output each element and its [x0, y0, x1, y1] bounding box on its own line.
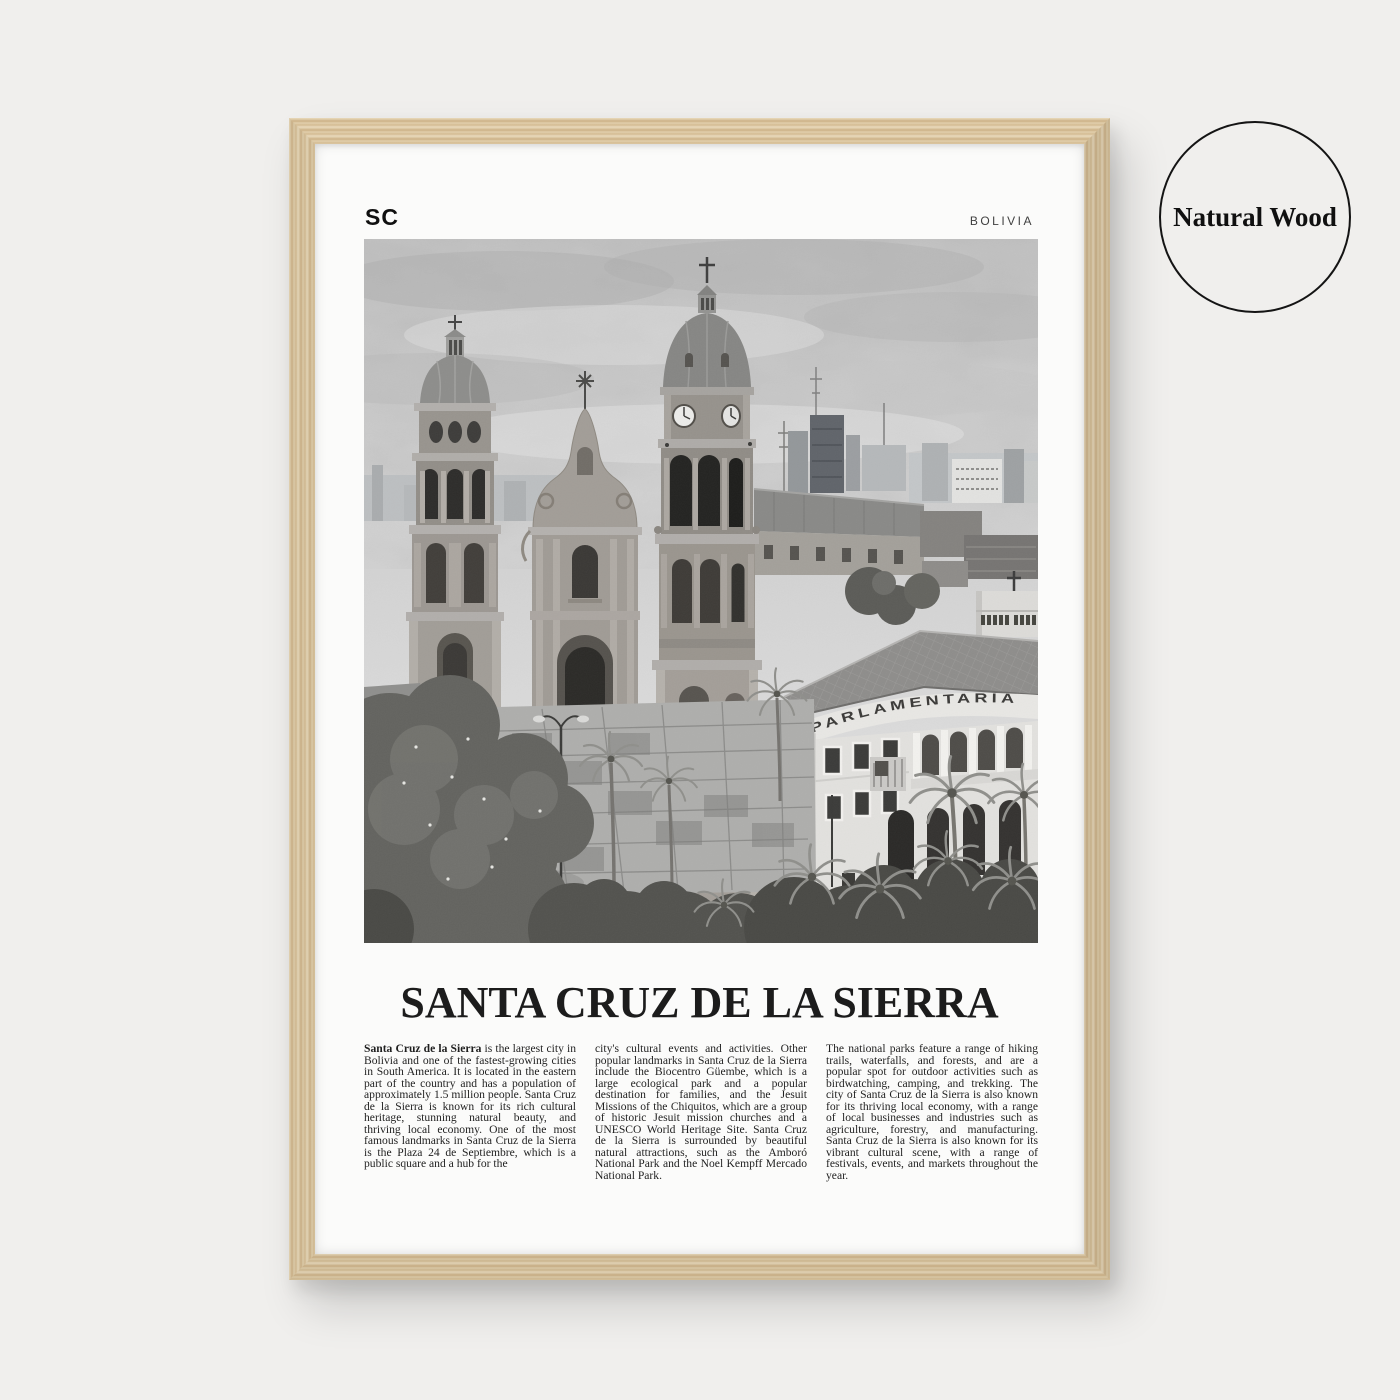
poster-title: SANTA CRUZ DE LA SIERRA	[400, 978, 999, 1027]
body-columns	[364, 1043, 1038, 1181]
body-lead: Santa Cruz de la Sierra	[364, 1042, 482, 1055]
natural-wood-badge	[1159, 121, 1351, 313]
photo-grain-overlay	[364, 239, 1038, 943]
poster-frame	[289, 118, 1110, 1280]
country-label: BOLIVIA	[969, 214, 1034, 228]
city-code: SC	[365, 204, 399, 230]
badge-label: Natural Wood	[1173, 201, 1337, 232]
body-col1-text: is the largest city in Bolivia and one of the fastest-growing cities in South America. It is located in the eastern part of the country and has a population of approximately 1.5 million people. Santa Cruz de la Sierra is known for its rich cultural heritage, stunning natural beauty, and thriving local economy. One of the most famous landmarks in Santa Cruz de la Sierra is the Plaza 24 de Septiembre, which is a public square and a hub for the	[364, 1042, 576, 1170]
building-sign-text: PARLAMENTARIA	[808, 690, 1014, 736]
body-column-1	[364, 1043, 576, 1181]
body-column-2: city's cultural events and activities. Other popular landmarks in Santa Cruz de la Sierra include the Biocentro Güembe, which is a large ecological park and a popular destination for families, and the Jesuit Missions of the Chiquitos, which are a group of historic Jesuit mission churches and a UNESCO World Heritage Site. Santa Cruz de la Sierra is surrounded by beautiful natural attractions, such as the Amboró National Park and the Noel Kempff Mercado National Park.	[595, 1042, 807, 1182]
body-column-3: The national parks feature a range of hiking trails, waterfalls, and forests, and are a popular spot for outdoor activities such as birdwatching, camping, and trekking. The city of Santa Cruz de la Sierra is also known for its thriving local economy, with a range of local businesses and industries such as agriculture, forestry, and manufacturing. Santa Cruz de la Sierra is also known for its vibrant cultural scene, with a range of festivals, events, and markets throughout the year.	[826, 1042, 1038, 1182]
cathedral-photo	[364, 239, 1038, 943]
poster-header	[365, 204, 1034, 231]
frame-bar-bottom	[289, 1254, 1110, 1280]
frame-bar-top	[289, 118, 1110, 144]
poster	[315, 144, 1084, 1254]
frame-bar-right	[1084, 118, 1110, 1280]
frame-bar-left	[289, 118, 315, 1280]
